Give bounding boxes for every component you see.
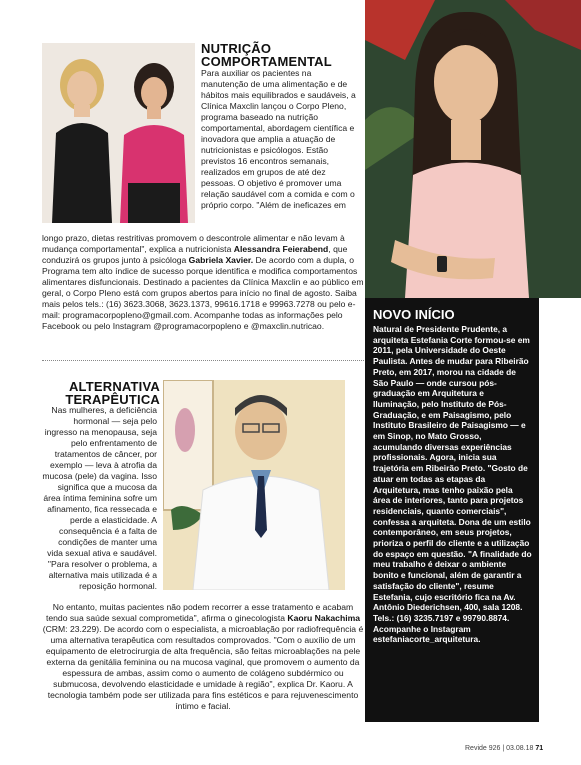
alternativa-body-paragraph [42, 602, 364, 712]
alternativa-title [60, 380, 160, 406]
nutricao-text-3: De acordo com a dupla, o Programa tem alto índice de sucesso porque identifica e modifica comportamentos alimentares disfuncionais. Destinado a pacientes da Clínica Maxclin e ao público em geral, o Corpo Pleno está com grupos abertos para início no final de agosto. Saiba mais pelos tels.: (16) 3623.3068, 3623.1373, 99616.1718 e 99963.7278 ou pelo e-mail: programacorpopleno@gmail.com. Acompanhe todas as informações pelo Facebook ou pelo Instagram @programacorpopleno e @maxclin.nutricao. [42, 255, 364, 331]
alternativa-title-line-1: ALTERNATIVA [68, 379, 160, 394]
nutricao-body-paragraph [42, 233, 364, 332]
psicologa-name: Gabriela Xavier. [188, 255, 254, 265]
nutricionista-psicologa-photo [42, 43, 195, 223]
novo-inicio-box [365, 298, 539, 722]
novo-inicio-paragraph [373, 324, 532, 645]
doctor-illustration [163, 380, 345, 590]
ginecologista-name: Kaoru Nakachima [287, 613, 361, 623]
nutricao-lead-paragraph: Para auxiliar os pacientes na manutenção de uma alimentação e de hábitos mais equilibrados e saudáveis, a Clínica Maxclin lançou o Corpo Pleno, programa baseado na nutrição comportamental, abordagem científica e inovadora que amplia a atuação de nutricionistas e psicólogos. Estão previstos 16 encontros semanais, realizados em grupos de até dez pessoas. O objetivo é promover uma relação saudável com a comida e com o próprio corpo. "Além de ineficazes em [201, 68, 356, 210]
women-illustration [42, 43, 195, 223]
arquiteta-name: Estefania Corte [410, 334, 473, 345]
nutricao-text-1: longo prazo, dietas restritivas promovem o descontrole alimentar e não levam à mudança comportamental", explica a nutricionista [42, 233, 345, 254]
novo-inicio-title: NOVO INÍCIO [373, 307, 455, 322]
nutricionista-name: Alessandra Feierabend [233, 244, 329, 254]
nutricao-title: NUTRIÇÃO COMPORTAMENTAL [201, 41, 332, 69]
architect-illustration [365, 0, 581, 298]
page-number: 71 [535, 745, 544, 752]
alternativa-text-2: (CRM: 23.229). De acordo com o especialista, a microablação por radiofrequência é uma alternativa terapêutica com resultados comprovados. "Com o auxílio de um equipamento de eletrocirurgia de alta frequência, são feitas microablações na pele externa da genitália feminina ou na mucosa vaginal, que promovem o aumento da espessura de ambas, assim como o aumento de colágeno subdérmico ou submucosa, devolvendo elasticidade e umidade à região", explica Dr. Kaoru. A tecnologia também pode ser utilizada para fins estéticos e para rejuvenescimento íntimo e facial. [42, 624, 364, 711]
alternativa-title-line-2: TERAPÊUTICA [65, 392, 160, 407]
issue-date: 03.08.18 [506, 745, 534, 752]
ginecologista-photo [163, 380, 345, 590]
alternativa-lead-paragraph: Nas mulheres, a deficiência hormonal — seja pelo ingresso na menopausa, seja pelo enfrentamento de tratamentos de câncer, por exemplo — leva à atrofia da mucosa (pele) da vagina. Isso significa que a mucosa da área íntima feminina sofre um afinamento, fica ressecada e perde a elasticidade. A consequência é a falta de condições de manter uma vida sexual ativa e saudável. "Para resolver o problema, a alternativa mais utilizada é a reposição hormonal. [42, 405, 157, 591]
page-footer: Revide 926 | 03.08.18 71 [465, 745, 544, 752]
section-divider [42, 360, 364, 361]
novo-inicio-text-2: formou-se em 2011, pela Universidade do Oeste Paulista. Antes de mudar para Ribeirão Preto, em 2017, morou na cidade de São Paulo — onde cursou pós-graduação em Arquitetura e Iluminação, pelo Instituto de Pós-Graduação, e em Paisagismo, pelo Instituto Brasileiro de Paisagismo — e em Sinop, no Mato Grosso, acumulando diversas experiências profissionais. Agora, inicia sua trajetória em Ribeirão Preto. "Gosto de atuar em todas as etapas da Arquitetura, mas tenho paixão pela área de interiores, tanto para projetos residenciais, quanto comerciais", confessa a arquiteta. Dona de um estilo contemporâneo, em seus projetos, prioriza o perfil do cliente e a utilização do espaço em questão. "A finalidade do meu trabalho é deixar o ambiente bonito e funcional, além de garantir a satisfação do cliente", resume Estefania, cujo escritório fica na Av. Antônio Diederichsen, 400, sala 1208. Tels.: (16) 3235.7197 e 99790.8874. Acompanhe o Instagram estefaniacorte_arquitetura. [373, 334, 532, 645]
nutricao-text-2: , que conduzirá os grupos junto à psicóloga [42, 244, 348, 265]
arquiteta-photo [365, 0, 581, 298]
novo-inicio-text-1: Natural de Presidente Prudente, a arquiteta [373, 324, 508, 345]
alternativa-text-1: No entanto, muitas pacientes não podem recorrer a esse tratamento e acabam tendo sua saúde sexual comprometida", afirma o ginecologista [45, 602, 354, 623]
magazine-issue: Revide 926 [465, 745, 501, 752]
